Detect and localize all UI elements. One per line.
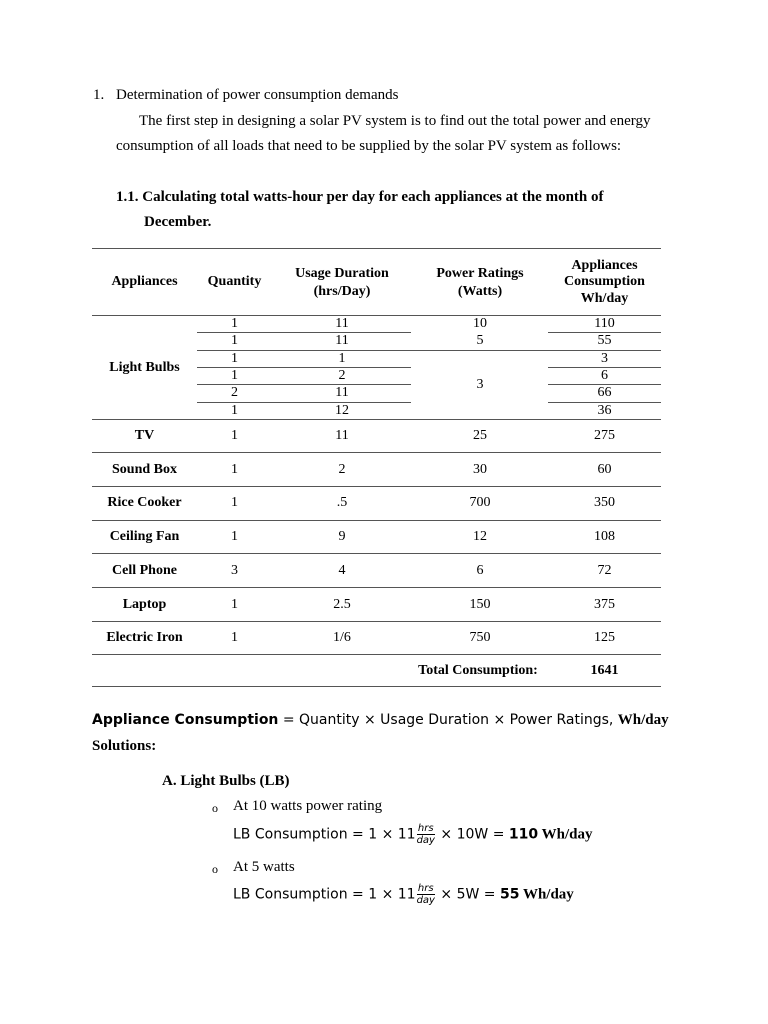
table-cell: 1 xyxy=(338,351,346,366)
table-row-rule xyxy=(92,520,661,521)
row-label-light-bulbs: Light Bulbs xyxy=(109,360,180,375)
table-cell: 12 xyxy=(335,403,349,418)
table-cell: 3 xyxy=(601,351,608,366)
equation-middle: × 5W = xyxy=(435,886,500,903)
table-cell: 1 xyxy=(231,630,238,645)
header-usage-line1: Usage Duration xyxy=(295,266,389,281)
table-cell: 125 xyxy=(594,630,615,645)
header-consumption-line2: Consumption xyxy=(564,274,645,289)
table-cell: 11 xyxy=(335,428,349,443)
table-cell: 1/6 xyxy=(333,630,351,645)
hrs-per-day-fraction xyxy=(417,823,435,846)
table-cell: 6 xyxy=(601,368,608,383)
header-power-line1: Power Ratings xyxy=(436,266,524,281)
table-cell: 350 xyxy=(594,495,615,510)
table-cell-merged-power: 3 xyxy=(476,377,484,392)
table-cell: 10 xyxy=(473,316,487,331)
table-row-rule xyxy=(92,553,661,554)
table-cell: 4 xyxy=(338,563,346,578)
table-cell: 30 xyxy=(473,462,487,477)
bullet-item-5w: At 5 watts xyxy=(233,859,295,875)
fraction-numerator: hrs xyxy=(417,883,434,894)
table-cell: 11 xyxy=(335,316,349,331)
equation-lead: LB Consumption = 1 × 11 xyxy=(233,826,416,843)
equation-middle: × 10W = xyxy=(435,826,509,843)
table-cell: 1 xyxy=(231,428,238,443)
table-cell: 72 xyxy=(597,563,612,578)
equation-unit: Wh/day xyxy=(538,826,593,843)
row-label-sound-box: Sound Box xyxy=(112,462,177,477)
table-cell: 2.5 xyxy=(333,597,351,612)
intro-paragraph-line1: The first step in designing a solar PV system is to find out the total power and energy xyxy=(139,113,651,129)
header-power-line2: (Watts) xyxy=(457,284,503,299)
table-cell: 5 xyxy=(476,333,484,348)
hrs-per-day-fraction xyxy=(417,883,435,906)
table-cell: 6 xyxy=(476,563,484,578)
bullet-item-10w: At 10 watts power rating xyxy=(233,798,383,814)
equation-lead: LB Consumption = 1 × 11 xyxy=(233,886,416,903)
row-label-cell-phone: Cell Phone xyxy=(112,563,177,578)
row-label-tv: TV xyxy=(134,428,155,443)
fraction-denominator: day xyxy=(416,835,435,846)
table-cell: 1 xyxy=(231,368,238,383)
equation-result: 110 xyxy=(508,826,539,843)
table-cell: 700 xyxy=(469,495,491,510)
header-appliances: Appliances xyxy=(111,274,178,289)
table-cell: .5 xyxy=(336,495,348,510)
table-cell: 66 xyxy=(597,385,612,400)
total-value: 1641 xyxy=(590,663,619,678)
table-cell: 110 xyxy=(594,316,615,331)
row-label-rice-cooker: Rice Cooker xyxy=(107,495,182,510)
fraction-denominator: day xyxy=(416,895,435,906)
formula-expression: = Quantity × Usage Duration × Power Ratings, xyxy=(278,712,618,728)
table-cell: 108 xyxy=(594,529,615,544)
table-row-rule xyxy=(92,486,661,487)
section-title: Determination of power consumption demands xyxy=(116,87,399,103)
bullet-icon: o xyxy=(212,862,218,876)
table-cell: 36 xyxy=(597,403,612,418)
table-cell: 1 xyxy=(231,351,238,366)
lb-equation-10w xyxy=(233,823,592,846)
table-cell: 2 xyxy=(231,385,238,400)
table-cell: 275 xyxy=(594,428,615,443)
table-row-rule xyxy=(92,587,661,588)
table-cell: 3 xyxy=(231,563,238,578)
table-row-rule xyxy=(92,654,661,655)
table-cell: 2 xyxy=(338,368,346,383)
table-cell: 60 xyxy=(597,462,612,477)
subsection-title-line2: December. xyxy=(144,214,212,230)
table-cell: 9 xyxy=(338,529,346,544)
table-row-rule xyxy=(92,419,661,420)
total-label: Total Consumption: xyxy=(418,663,538,678)
light-bulbs-title: A. Light Bulbs (LB) xyxy=(162,773,290,789)
table-cell: 1 xyxy=(231,597,238,612)
formula-unit: Wh/day xyxy=(617,712,669,728)
equation-unit: Wh/day xyxy=(519,886,574,903)
table-cell: 25 xyxy=(473,428,487,443)
table-row-rule xyxy=(92,621,661,622)
equation-result: 55 xyxy=(499,886,520,903)
table-cell: 1 xyxy=(231,316,238,331)
consumption-formula xyxy=(92,712,669,729)
subsection-title-line1: 1.1. Calculating total watts-hour per day for each appliances at the month of xyxy=(116,189,604,205)
table-cell: 12 xyxy=(473,529,487,544)
bullet-icon: o xyxy=(212,801,218,815)
header-quantity: Quantity xyxy=(207,274,262,289)
row-label-electric-iron: Electric Iron xyxy=(106,630,183,645)
table-cell: 55 xyxy=(597,333,612,348)
solutions-label: Solutions: xyxy=(92,738,157,754)
table-cell: 1 xyxy=(231,403,238,418)
table-cell: 11 xyxy=(335,333,349,348)
formula-bold-label: Appliance Consumption xyxy=(92,712,279,728)
fraction-numerator: hrs xyxy=(417,823,434,834)
table-cell: 1 xyxy=(231,529,238,544)
section-number: 1. xyxy=(93,87,105,103)
header-consumption-line1: Appliances xyxy=(571,258,638,273)
table-cell: 2 xyxy=(338,462,346,477)
table-cell: 1 xyxy=(231,495,238,510)
table-cell: 375 xyxy=(594,597,615,612)
table-cell: 150 xyxy=(469,597,491,612)
table-row-rule xyxy=(92,452,661,453)
table-top-rule xyxy=(92,248,661,249)
table-cell: 1 xyxy=(231,333,238,348)
header-usage-line2: (hrs/Day) xyxy=(313,284,371,299)
table-cell: 11 xyxy=(335,385,349,400)
table-bottom-rule xyxy=(92,686,661,687)
header-consumption-line3: Wh/day xyxy=(580,291,629,306)
table-cell: 750 xyxy=(469,630,491,645)
row-label-laptop: Laptop xyxy=(122,597,167,612)
lb-equation-5w xyxy=(233,883,574,906)
intro-paragraph-line2: consumption of all loads that need to be supplied by the solar PV system as follows: xyxy=(116,138,622,154)
row-label-ceiling-fan: Ceiling Fan xyxy=(109,529,180,544)
table-cell: 1 xyxy=(231,462,238,477)
